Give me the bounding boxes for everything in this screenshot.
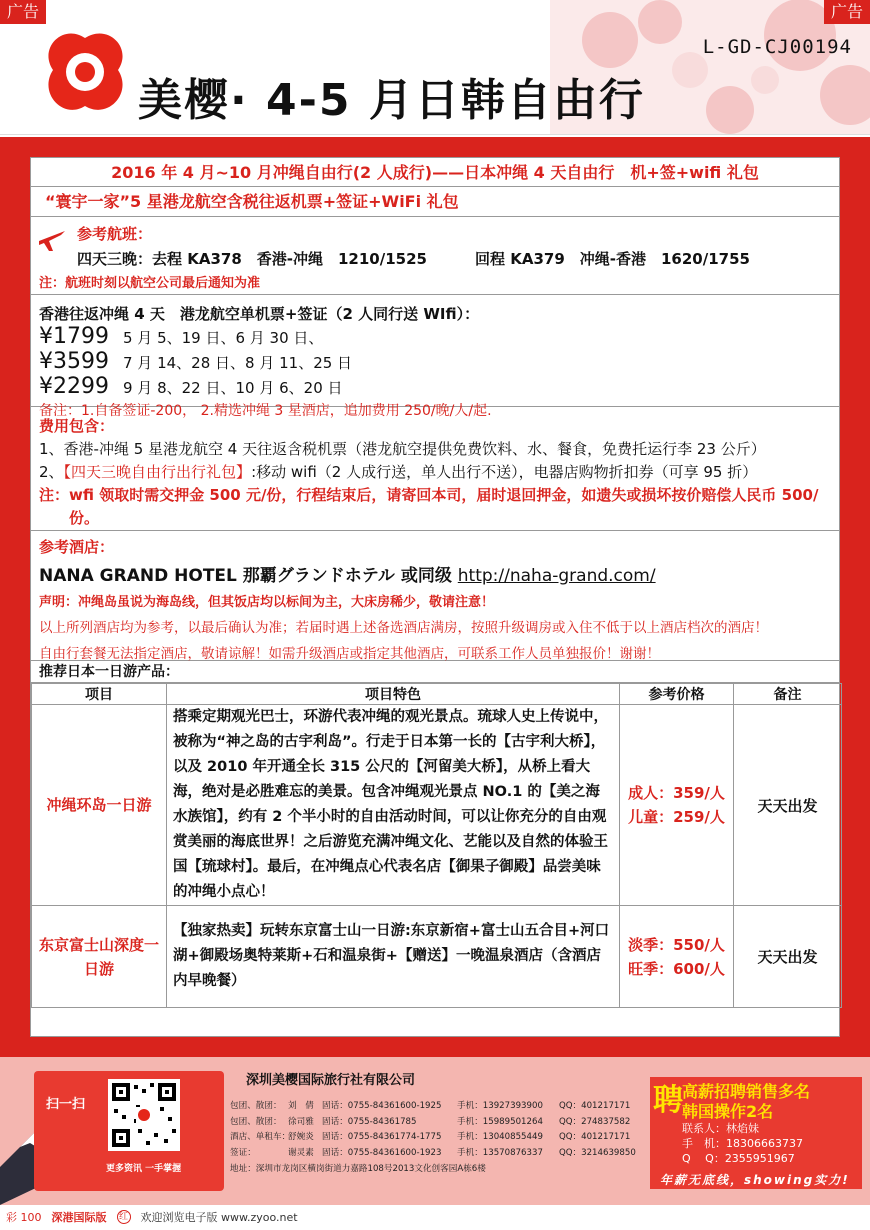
price-row	[39, 349, 839, 374]
contact-qq: QQ：274837582	[559, 1116, 631, 1127]
title-text: · 4-5 月日韩自由行	[230, 75, 645, 126]
page-footer-bar	[0, 1205, 870, 1230]
tour-name: 冲绳环岛一日游	[32, 705, 167, 906]
tour-feature: 【独家热卖】玩转东京富士山一日游:东京新宿+富士山五合目+河口湖+御殿场奥特莱斯+石和温泉街+【赠送】一晚温泉酒店（含酒店内早晚餐）	[167, 906, 620, 1008]
flight-heading: 参考航班：	[77, 225, 153, 243]
contact-dept: 包团、散团：	[230, 1101, 282, 1111]
tour-remark: 天天出发	[734, 705, 842, 906]
column-header: 参考价格	[620, 684, 734, 705]
tours-table	[31, 683, 842, 1008]
recruit-position: 韩国操作2名	[682, 1102, 774, 1121]
price-row	[39, 374, 839, 399]
edition-mark: 红	[117, 1210, 131, 1224]
hotel-heading: 参考酒店：	[39, 538, 115, 556]
package-subtitle: “寰宇一家”5 星港龙航空含税往返机票+签证+WiFi 礼包	[31, 187, 839, 217]
hotel-url-link[interactable]: http://naha-grand.com/	[457, 566, 656, 586]
contact-qq: QQ：3214639850	[559, 1147, 636, 1158]
misakura-logo	[38, 28, 133, 128]
contact-dept: 酒店、单租车：	[230, 1132, 291, 1143]
price-amount: ¥1799	[39, 324, 109, 349]
contact-row	[230, 1099, 650, 1115]
inclusion-item-2-number: 2、	[39, 463, 64, 481]
tour-remark: 天天出发	[734, 906, 842, 1008]
tour-price	[620, 705, 734, 906]
price-amount: ¥2299	[39, 374, 109, 399]
contact-list	[230, 1099, 650, 1161]
contact-row	[230, 1130, 650, 1146]
tour-price-2: 旺季：600/人	[628, 959, 725, 978]
company-address: 地址：深圳市龙岗区横岗街道力嘉路108号2013文化创客园A栋6楼	[230, 1164, 486, 1174]
price-amount: ¥3599	[39, 349, 109, 374]
contact-name: 徐司雅	[288, 1116, 314, 1127]
wifi-deposit-note	[39, 484, 831, 530]
page-title	[138, 64, 645, 128]
ad-tag-left: 广告	[0, 0, 46, 24]
contact-tel: 固话：0755-84361785	[322, 1116, 417, 1127]
price-row	[39, 324, 839, 349]
contact-tel: 固话：0755-84361600-1923	[322, 1147, 442, 1158]
footer	[0, 1057, 870, 1205]
wifi-deposit-note-line1: 注：wfi 领取时需交押金 500 元/份，行程结束后，请寄回本司，届时退回押金，如遗失或损坏按价赔偿人民币 500/	[39, 486, 819, 504]
tour-feature: 搭乘定期观光巴士，环游代表冲绳的观光景点。琉球人史上传说中，被称为“神之岛的古宇利岛”。行走于日本第一长的【古宇利大桥】，以及 2010 年开通全长 315 公尺的【河留美大桥】，从桥上看大海，绝对是必胜难忘的美景。包含冲绳观光景点 NO.1 的【美之海水族馆】，约有 2 个半小时的自由活动时间，可以让你充分的自由观赏美丽的海底世界！之后游览充满冲绳文化、艺能以及自然的体验王国【琉球村】。最后，在冲绳点心代表名店【御果子御殿】品尝美味的冲绳小点心！	[167, 705, 620, 906]
table-row	[32, 906, 842, 1008]
contact-mobile: 手机：15989501264	[457, 1116, 543, 1127]
contact-mobile: 手机：13927393900	[457, 1101, 543, 1111]
product-code: L-GD-CJ00194	[702, 36, 852, 58]
pricing-section	[31, 295, 839, 419]
recruit-icon: 聘	[653, 1083, 683, 1118]
contact-dept: 包团、散团：	[230, 1116, 282, 1127]
flight-note: 注：航班时刻以航空公司最后通知为准	[39, 276, 261, 291]
price-dates: 9 月 8、22 日、10 月 6、20 日	[123, 379, 343, 397]
inclusion-item-2	[39, 462, 831, 482]
airplane-icon	[37, 227, 67, 253]
recruit-headline: 高薪招聘销售多名	[682, 1082, 811, 1101]
flight-section	[31, 217, 839, 295]
contact-qq: QQ：401217171	[559, 1132, 631, 1143]
content-frame	[0, 137, 870, 1057]
qr-code[interactable]	[108, 1079, 180, 1151]
hotel-name	[39, 561, 831, 586]
column-header: 项目特色	[167, 684, 620, 705]
column-header: 备注	[734, 684, 842, 705]
hotel-name-text: NANA GRAND HOTEL 那覇グランドホテル 或同级	[39, 566, 458, 586]
recruit-slogan: 年薪无底线，showing实力!	[660, 1173, 850, 1187]
inclusions-section	[31, 407, 839, 531]
table-row	[32, 705, 842, 906]
website-link[interactable]: 欢迎浏览电子版 www.zyoo.net	[140, 1211, 298, 1224]
contact-mobile: 手机：13570876337	[457, 1147, 543, 1158]
inclusion-item-1: 1、香港-冲绳 5 星港龙航空 4 天往返含税机票（港龙航空提供免费饮料、水、餐食，免费托运行李 23 公斤）	[39, 440, 766, 458]
contact-tel: 固话：0755-84361600-1925	[322, 1101, 442, 1111]
scan-label: 扫一扫	[46, 1097, 86, 1112]
flight-schedule	[77, 248, 839, 269]
wifi-deposit-note-line2: 份。	[69, 509, 100, 527]
contact-row	[230, 1115, 650, 1131]
table-header-row	[32, 684, 842, 705]
hotel-warning: 声明：冲绳岛虽说为海岛线，但其饭店均以标间为主，大床房稀少，敬请注意！	[39, 595, 495, 610]
contact-name: 刘 倩	[288, 1101, 314, 1111]
contact-row	[230, 1146, 650, 1162]
hotel-note-1: 以上所列酒店均为参考，以最后确认为准；若届时遇上述备选酒店满房，按照升级调房或入住不低于以上酒店档次的酒店！	[39, 620, 768, 636]
inclusion-item-2-detail: :移动 wifi（2 人成行送，单人出行不送），电器店购物折扣券（可享 95 折）	[251, 463, 758, 481]
price-dates: 5 月 5、19 日、6 月 30 日、	[123, 329, 324, 347]
tour-price	[620, 906, 734, 1008]
travel-gift-pack: 【四天三晚自由行出行礼包】	[63, 463, 252, 481]
content-panel	[30, 157, 840, 1037]
qr-panel	[34, 1071, 224, 1191]
tour-price-2: 儿童：259/人	[628, 808, 725, 826]
pricing-heading: 香港往返冲绳 4 天 港龙航空单机票+签证（2 人同行送 WIfi）：	[39, 305, 480, 323]
inclusions-heading: 费用包含：	[39, 417, 115, 435]
tour-price-1: 淡季：550/人	[628, 935, 725, 954]
flight-outbound: 四天三晚：去程 KA378 香港-冲绳 1210/1525	[77, 250, 427, 268]
contact-name: 舒婉炎	[288, 1132, 314, 1143]
package-title: 2016 年 4 月~10 月冲绳自由行(2 人成行)——日本冲绳 4 天自由行 机+签+wifi 礼包	[31, 158, 839, 187]
header	[0, 0, 870, 135]
page-number: 彩 100	[6, 1211, 42, 1224]
company-name: 深圳美樱国际旅行社有限公司	[246, 1073, 416, 1088]
qr-caption: 更多资讯 一手掌握	[106, 1164, 182, 1174]
pricing-note: 备注：1.自备签证-200， 2.精选冲绳 3 星酒店，追加费用 250/晚/人/起.	[39, 403, 492, 419]
contact-dept: 签证：	[230, 1147, 256, 1158]
edition-name: 深港国际版	[51, 1211, 107, 1224]
tour-price-1: 成人：359/人	[628, 784, 725, 802]
recruit-mobile: 手 机：18306663737	[682, 1137, 803, 1150]
brand-name: 美樱	[138, 75, 230, 126]
recruit-contact-person: 联系人：林焰妹	[682, 1122, 759, 1135]
contact-qq: QQ：401217171	[559, 1101, 631, 1111]
tours-heading: 推荐日本一日游产品：	[31, 661, 839, 683]
tour-name: 东京富士山深度一日游	[32, 906, 167, 1008]
hotel-note-2: 自由行套餐无法指定酒店，敬请谅解！如需升级酒店或指定其他酒店，可联系工作人员单独报价！谢谢！	[39, 646, 660, 662]
ad-tag-right: 广告	[824, 0, 870, 24]
contact-name: 谢灵素	[288, 1147, 314, 1158]
recruit-contact	[682, 1121, 803, 1166]
hotel-section	[31, 531, 839, 661]
column-header: 项目	[32, 684, 167, 705]
contact-mobile: 手机：13040855449	[457, 1132, 543, 1143]
recruit-qq: Q Q：2355951967	[682, 1152, 795, 1165]
contact-tel: 固话：0755-84361774-1775	[322, 1132, 442, 1143]
flight-inbound: 回程 KA379 冲绳-香港 1620/1755	[475, 250, 750, 268]
price-dates: 7 月 14、28 日、8 月 11、25 日	[123, 354, 353, 372]
